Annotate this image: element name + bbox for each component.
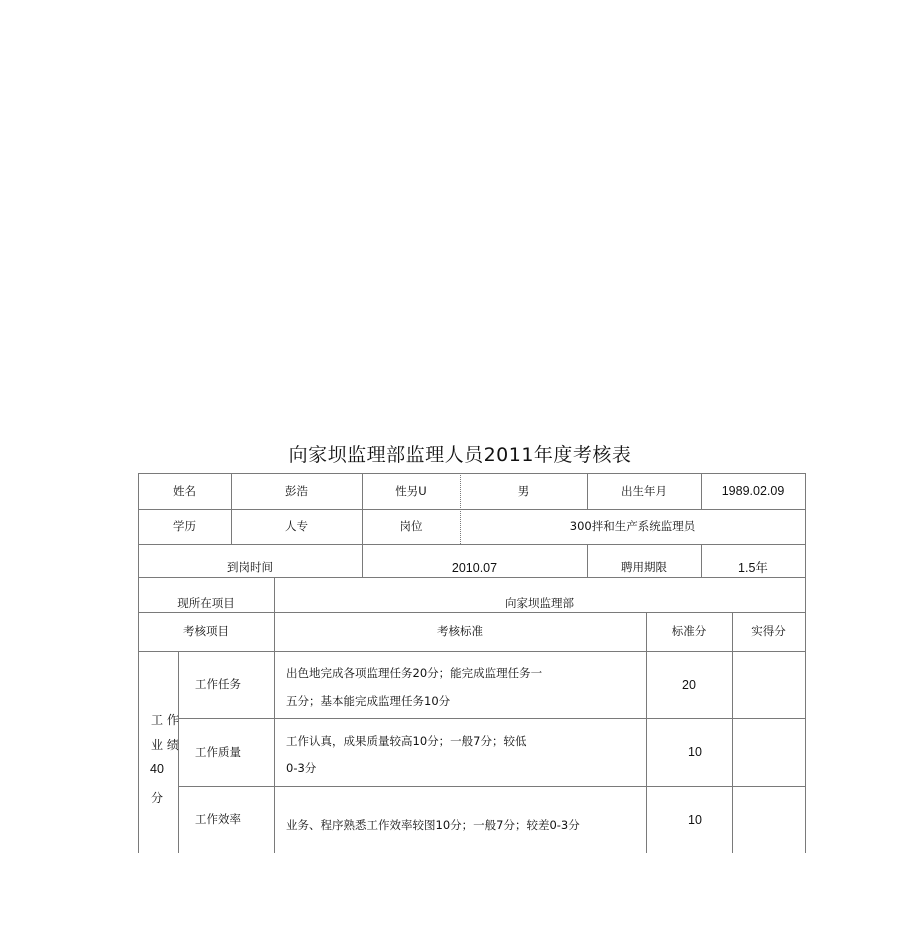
birth-value: 1989.02.09 (721, 484, 785, 499)
item-name: 工作质量 (195, 744, 241, 759)
term-value: 1.5年 (738, 560, 768, 575)
section-label-line1: 工 作 (151, 713, 179, 727)
name-value: 彭浩 (285, 483, 308, 498)
item-name: 工作效率 (195, 812, 241, 827)
header-std-score: 标准分 (671, 624, 707, 639)
post-label: 岗位 (399, 519, 423, 534)
education-value: 人专 (285, 519, 308, 534)
header-actual-score: 实得分 (751, 624, 786, 639)
item-standard-line: 0-3分 (286, 761, 317, 775)
project-label: 现所在项目 (177, 596, 235, 611)
item-score: 20 (682, 677, 696, 692)
gender-label: 性另U (395, 483, 427, 498)
item-actual-score[interactable] (732, 787, 805, 853)
gender-value: 男 (517, 483, 530, 498)
item-actual-score[interactable] (732, 652, 805, 718)
name-label: 姓名 (173, 483, 196, 498)
arrival-label: 到岗时间 (227, 560, 273, 575)
post-value: 300拌和生产系统监理员 (569, 519, 696, 534)
header-standard: 考核标准 (437, 624, 483, 639)
project-value: 向家坝监理部 (505, 596, 574, 611)
birth-label: 出生年月 (621, 483, 667, 498)
item-score: 10 (688, 745, 702, 760)
table-line (138, 544, 806, 545)
item-standard-line: 业务、程序熟悉工作效率较图10分；一般7分；较差0-3分 (286, 818, 580, 832)
header-item: 考核项目 (183, 624, 229, 639)
item-score: 10 (688, 812, 702, 827)
item-actual-score[interactable] (732, 719, 805, 786)
item-standard-line: 工作认真，成果质量较高10分；一般7分；较低 (286, 734, 527, 748)
section-label-line2: 业 绩 (151, 738, 179, 752)
term-label: 聘用期限 (621, 560, 667, 575)
item-standard-line: 出色地完成各项监理任务20分；能完成监理任务一 (286, 666, 543, 680)
item-standard-line: 五分；基本能完成监理任务10分 (286, 694, 451, 708)
item-name: 工作任务 (195, 677, 241, 692)
form-title: 向家坝监理部监理人员2011年度考核表 (288, 444, 632, 466)
arrival-value: 2010.07 (451, 560, 498, 575)
table-line (805, 473, 806, 853)
education-label: 学历 (173, 519, 196, 534)
section-label-line3: 40 (150, 762, 164, 776)
section-label-line4: 分 (151, 791, 164, 805)
